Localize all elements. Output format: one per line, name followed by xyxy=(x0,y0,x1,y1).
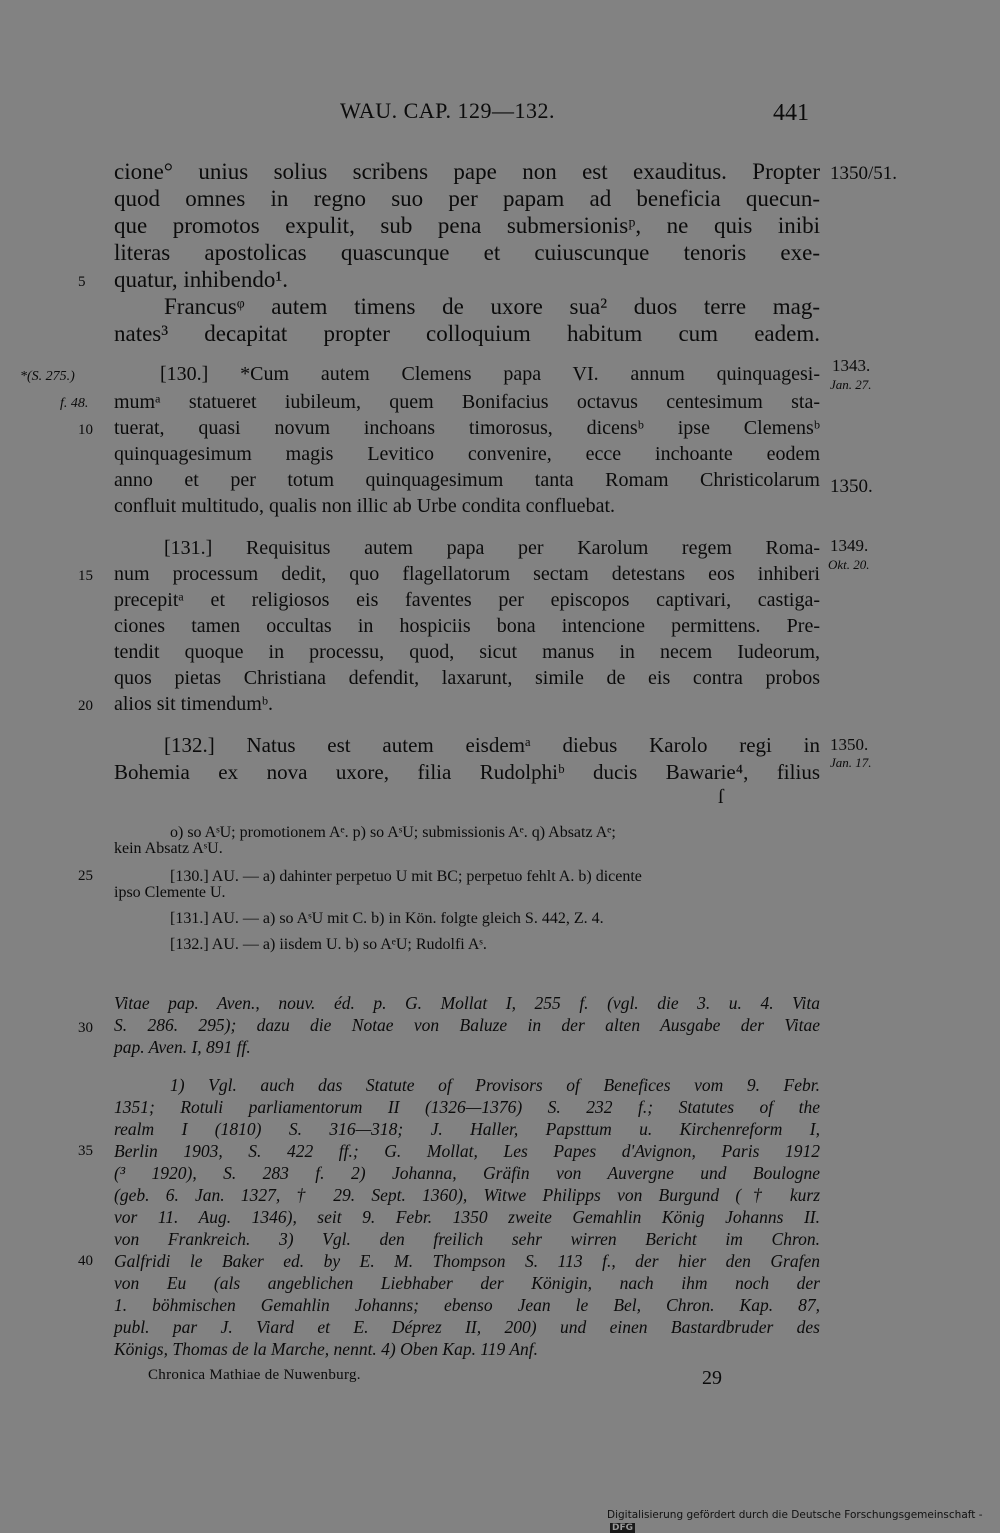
note-intro-line: S. 286. 295); dazu die Notae von Baluze in der alten Ausgabe der Vitae xyxy=(114,1015,820,1035)
section-132-start: [132.] Natus est autem eisdemᵃ diebus Karolo regi in xyxy=(164,733,820,757)
line-number: 40 xyxy=(78,1253,93,1269)
apparatus-line: ipso Clemente U. xyxy=(114,884,226,901)
margin-year: 1350. xyxy=(830,735,869,754)
insert-mark: ſ xyxy=(718,786,724,808)
footnote-line: Galfridi le Baker ed. by E. M. Thompson S. 113 f., der hier den Grafen xyxy=(114,1251,820,1271)
dfg-logo: DFG xyxy=(612,1523,634,1533)
body-line: que promotos expulit, sub pena submersionisᵖ, ne quis inibi xyxy=(114,213,820,238)
body-line: quatur, inhibendo¹. xyxy=(114,267,288,292)
signature-mark: 29 xyxy=(702,1367,722,1389)
apparatus-line: [131.] AU. — a) so AˢU mit C. b) in Kön. folgte gleich S. 442, Z. 4. xyxy=(170,910,604,927)
body-line: Bohemia ex nova uxore, filia Rudolphiᵇ ducis Bawarie⁴, filius xyxy=(114,760,820,784)
margin-date: Okt. 20. xyxy=(828,557,870,572)
margin-date: Jan. 17. xyxy=(830,755,872,770)
line-number: 25 xyxy=(78,868,93,884)
footnote-line: Berlin 1903, S. 422 ff.; G. Mollat, Les Papes d'Avignon, Paris 1912 xyxy=(114,1141,820,1161)
footnote-line: publ. par J. Viard et E. Déprez II, 200) und einen Bastardbruder des xyxy=(114,1317,820,1337)
apparatus-line: kein Absatz AˢU. xyxy=(114,840,223,857)
line-number: 30 xyxy=(78,1020,93,1036)
footnote-line: 1) Vgl. auch das Statute of Provisors of Benefices vom 9. Febr. xyxy=(170,1075,820,1095)
side-reference: f. 48. xyxy=(60,396,89,411)
body-line: cione° unius solius scribens pape non est exauditus. Propter xyxy=(114,159,820,184)
footnote-line: (³ 1920), S. 283 f. 2) Johanna, Gräfin von Auvergne und Boulogne xyxy=(114,1163,820,1183)
footnote-line: (geb. 6. Jan. 1327, † 29. Sept. 1360), Witwe Philipps von Burgund († kurz xyxy=(114,1185,820,1205)
line-number: 5 xyxy=(78,274,86,290)
body-line: num processum dedit, quo flagellatorum sectam detestans eos inhiberi xyxy=(114,563,820,585)
body-line: anno et per totum quinquagesimum tanta Romam Christicolarum xyxy=(114,469,820,491)
apparatus-line: [130.] AU. — a) dahinter perpetuo U mit BC; perpetuo fehlt A. b) dicente xyxy=(170,868,642,885)
margin-year: 1343. xyxy=(832,356,871,375)
line-number: 20 xyxy=(78,698,93,714)
digitization-note: Digitalisierung gefördert durch die Deutsche Forschungsgemeinschaft - xyxy=(607,1509,983,1521)
footnote-line: 1. böhmischen Gemahlin Johanns; ebenso Jean le Bel, Chron. Kap. 87, xyxy=(114,1295,820,1315)
footnote-line: realm I (1810) S. 316—318; J. Haller, Papsttum u. Kirchenreform I, xyxy=(114,1119,820,1139)
line-number: 10 xyxy=(78,422,93,438)
margin-date: Jan. 27. xyxy=(830,377,872,392)
footnote-line: vor 11. Aug. 1346), seit 9. Febr. 1350 zweite Gemahlin König Johanns II. xyxy=(114,1207,820,1227)
body-line: precepitᵃ et religiosos eis faventes per episcopos captivari, castiga- xyxy=(114,589,820,611)
digitization-credit xyxy=(607,1509,1000,1533)
body-line: mumᵃ statueret iubileum, quem Bonifacius octavus centesimum sta- xyxy=(114,391,820,413)
margin-year: 1350. xyxy=(830,476,873,497)
margin-year: 1350/51. xyxy=(830,163,898,184)
body-line: alios sit timendumᵇ. xyxy=(114,693,273,715)
footnote-line: von Eu (als angeblichen Liebhaber der Königin, nach ihm noch der xyxy=(114,1273,820,1293)
body-line: tuerat, quasi novum inchoans timorosus, dicensᵇ ipse Clemensᵇ xyxy=(114,417,820,439)
section-130-start: [130.] *Cum autem Clemens papa VI. annum quinquagesi- xyxy=(160,363,820,385)
body-line: quod omnes in regno suo per papam ad beneficia quecun- xyxy=(114,186,820,211)
footnote-line: 1351; Rotuli parliamentorum II (1326—1376) S. 232 f.; Statutes of the xyxy=(114,1097,820,1117)
body-line: literas apostolicas quascunque et cuiuscunque tenoris exe- xyxy=(114,240,820,265)
body-line: quos pietas Christiana defendit, laxarunt, simile de eis contra probos xyxy=(114,667,820,689)
book-title: Chronica Mathiae de Nuwenburg. xyxy=(148,1367,361,1383)
footnote-line: von Frankreich. 3) Vgl. den freilich sehr wirren Bericht im Chron. xyxy=(114,1229,820,1249)
apparatus-line: o) so AˢU; promotionem Aᵉ. p) so AˢU; submissionis Aᵉ. q) Absatz Aᵉ; xyxy=(170,824,616,841)
body-line: ciones tamen occultas in hospiciis bona intencione permittens. Pre- xyxy=(114,615,820,637)
section-131-start: [131.] Requisitus autem papa per Karolum regem Roma- xyxy=(164,537,820,559)
body-line: nates³ decapitat propter colloquium habitum cum eadem. xyxy=(114,321,820,346)
body-line: confluit multitudo, qualis non illic ab Urbe condita confluebat. xyxy=(114,495,615,517)
body-line: Francusᵠ autem timens de uxore sua² duos terre mag- xyxy=(164,294,820,319)
margin-year: 1349. xyxy=(830,536,869,555)
apparatus-line: [132.] AU. — a) iisdem U. b) so AᵉU; Rudolfi Aˢ. xyxy=(170,936,487,953)
side-reference: *(S. 275.) xyxy=(20,369,75,384)
page-number: 441 xyxy=(773,100,809,126)
note-intro-line: Vitae pap. Aven., nouv. éd. p. G. Mollat I, 255 f. (vgl. die 3. u. 4. Vita xyxy=(114,993,820,1013)
footnote-line: Königs, Thomas de la Marche, nennt. 4) Oben Kap. 119 Anf. xyxy=(114,1339,539,1359)
line-number: 15 xyxy=(78,568,93,584)
line-number: 35 xyxy=(78,1143,93,1159)
note-intro-line: pap. Aven. I, 891 ff. xyxy=(114,1037,251,1057)
body-line: tendit quoque in processu, quod, sicut manus in necem Iudeorum, xyxy=(114,641,820,663)
running-title: WAU. CAP. 129—132. xyxy=(340,98,555,123)
body-line: quinquagesimum magis Levitico convenire, ecce inchoante eodem xyxy=(114,443,820,465)
